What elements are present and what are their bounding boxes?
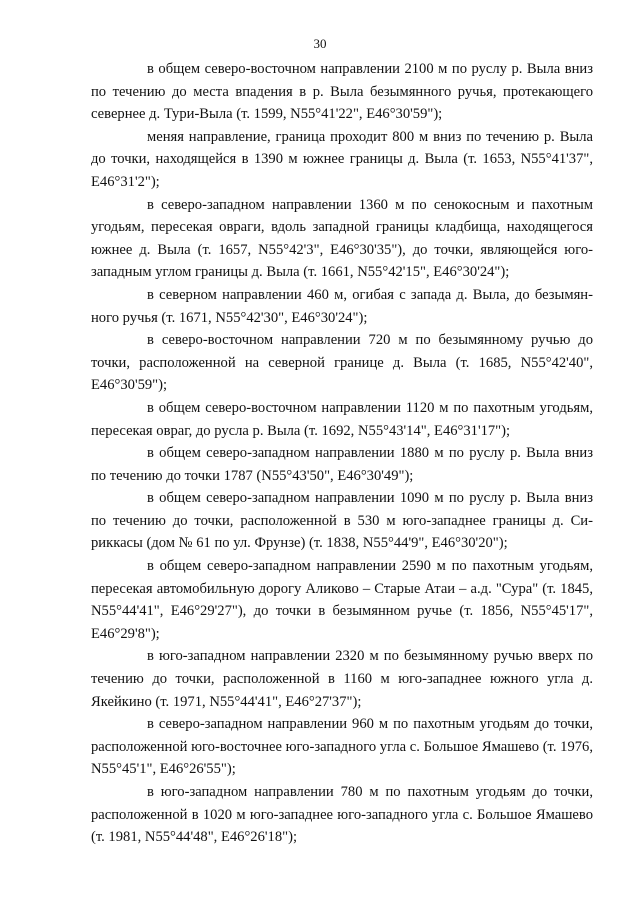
boundary-paragraph: в юго-западном направлении 2320 м по безымянному ручью вверх по течению до точки, расположенной в 1160 м юго-западнее южного угла д. Якейкино (т. 1971, N55°44'41", E46°27'37"); (91, 648, 593, 710)
boundary-paragraph: в северо-западном направлении 1360 м по сенокосным и пахотным угодьям, пересекая овраги, вдоль западной границы кладбища, находящегося южнее д. Выла (т. 1657, N55°42'3", E46°30'35"), до точки, являющейся юго-западным углом границы д. Выла (т. 1661, N55°42'15", E46°30'24"); (91, 196, 593, 281)
boundary-paragraph: в северо-восточном направлении 720 м по безымянному ручью до точки, расположенной на северной границе д. Выла (т. 1685, N55°42'40", E46°30'59"); (91, 332, 593, 394)
boundary-paragraph: в общем северо-восточном направлении 2100 м по руслу р. Выла вниз по течению до места впадения в р. Выла безымянного ручья, протекающего севернее д. Тури-Выла (т. 1599, N55°41'22", E46°30'59"); (91, 61, 593, 123)
boundary-paragraph: в общем северо-западном направлении 1880 м по руслу р. Выла вниз по течению до точки 1787 (N55°43'50", E46°30'49"); (91, 445, 593, 484)
boundary-paragraph: меняя направление, граница проходит 800 м вниз по течению р. Выла до точки, находящейся в 1390 м южнее границы д. Выла (т. 1653, N55°41'37", E46°31'2"); (91, 128, 593, 190)
boundary-paragraph: в северном направлении 460 м, огибая с запада д. Выла, до безымянного ручья (т. 1671, N55°42'30", E46°30'24"); (91, 286, 593, 326)
page-number: 30 (313, 36, 327, 51)
boundary-paragraph: в северо-западном направлении 960 м по пахотным угодьям до точки, расположенной юго-восточнее юго-западного угла с. Большое Ямашево (т. 1976, N55°45'1", E46°26'55"); (91, 716, 593, 778)
boundary-paragraph: в юго-западном направлении 780 м по пахотным угодьям до точки, расположенной в 1020 м юго-западнее юго-западного угла с. Большое Ямашево (т. 1981, N55°44'48", E46°26'18"); (91, 784, 593, 846)
boundary-paragraph: в общем северо-западном направлении 1090 м по руслу р. Выла вниз по течению до точки, расположенной в 530 м юго-западнее границы д. Сириккасы (дом № 61 по ул. Фрунзе) (т. 1838, N55°44'9", E46°30'20"); (91, 490, 593, 552)
boundary-paragraph: в общем северо-западном направлении 2590 м по пахотным угодьям, пересекая автомобильную дорогу Аликово – Старые Атаи – а.д. "Сура" (т. 1845, N55°44'41", E46°29'27"), до точки в безымянном ручье (т. 1856, N55°45'17", E46°29'8"); (91, 558, 593, 642)
document-body (91, 58, 593, 849)
boundary-paragraph: в общем северо-восточном направлении 1120 м по пахотным угодьям, пересекая овраг, до русла р. Выла (т. 1692, N55°43'14", E46°31'17"); (91, 399, 593, 439)
